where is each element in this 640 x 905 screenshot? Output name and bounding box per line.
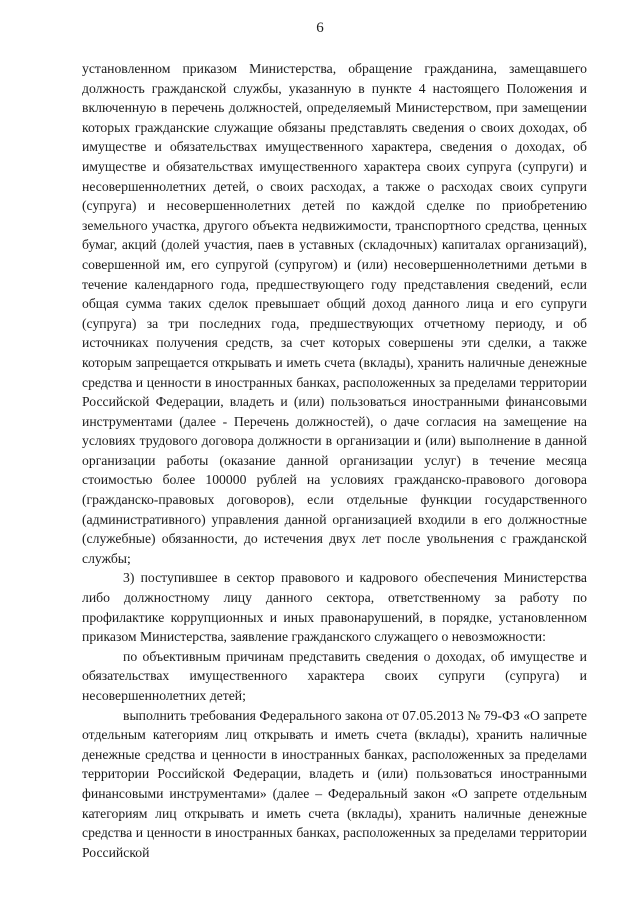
document-body: [82, 59, 587, 862]
paragraph-item-3: 3) поступившее в сектор правового и кадрового обеспечения Министерства либо должностному лицу данного сектора, ответственному за работу по профилактике коррупционных и иных правонарушений, в порядке, установленном приказом Министерства, заявление гражданского служащего о невозможности:: [82, 570, 587, 645]
page-number: 6: [316, 20, 324, 36]
paragraph-continuation: установленном приказом Министерства, обращение гражданина, замещавшего должность гражданской службы, указанную в пункте 4 настоящего Положения и включенную в перечень должностей, определяемый Министерством, при замещении которых гражданские служащие обязаны представлять сведения о своих доходах, об имуществе и обязательствах имущественного характера, сведения о доходах, об имуществе и обязательствах имущественного характера своих супруга (супруги) и несовершеннолетних детей, о своих расходах, а также о расходах своих супруги (супруга) и несовершеннолетних детей по каждой сделке по приобретению земельного участка, другого объекта недвижимости, транспортного средства, ценных бумаг, акций (долей участия, паев в уставных (складочных) капиталах организаций), совершенной им, его супругой (супругом) и (или) несовершеннолетними детьми в течение календарного года, предшествующего году представления сведений, если общая сумма таких сделок превышает общий доход данного лица и его супруги (супруга) за три последних года, предшествующих отчетному периоду, и об источниках получения средств, за счет которых совершены эти сделки, а также которым запрещается открывать и иметь счета (вклады), хранить наличные денежные средства и ценности в иностранных банках, расположенных за пределами территории Российской Федерации, владеть и (или) пользоваться иностранными финансовыми инструментами (далее - Перечень должностей), о даче согласия на замещение на условиях трудового договора должности в организации и (или) выполнение в данной организации работы (оказание данной организации услуг) в течение месяца стоимостью более 100000 рублей на условиях гражданско-правового договора (гражданско-правовых договоров), если отдельные функции государственного (административного) управления данной организацией входили в его должностные (служебные) обязанности, до истечения двух лет после увольнения с гражданской службы;: [82, 61, 587, 566]
paragraph-subitem-1: по объективным причинам представить сведения о доходах, об имуществе и обязательствах имущественного характера своих супруги (супруга) и несовершеннолетних детей;: [82, 648, 587, 703]
paragraph-subitem-2: выполнить требования Федерального закона от 07.05.2013 № 79-ФЗ «О запрете отдельным категориям лиц открывать и иметь счета (вклады), хранить наличные денежные средства и ценности в иностранных банках, расположенных за пределами территории Российской Федерации, владеть и (или) пользоваться иностранными финансовыми инструментами» (далее – Федеральный закон «О запрете отдельным категориям лиц открывать и иметь счета (вклады), хранить наличные денежные средства и ценности в иностранных банках, расположенных за пределами территории Российской: [82, 707, 587, 860]
